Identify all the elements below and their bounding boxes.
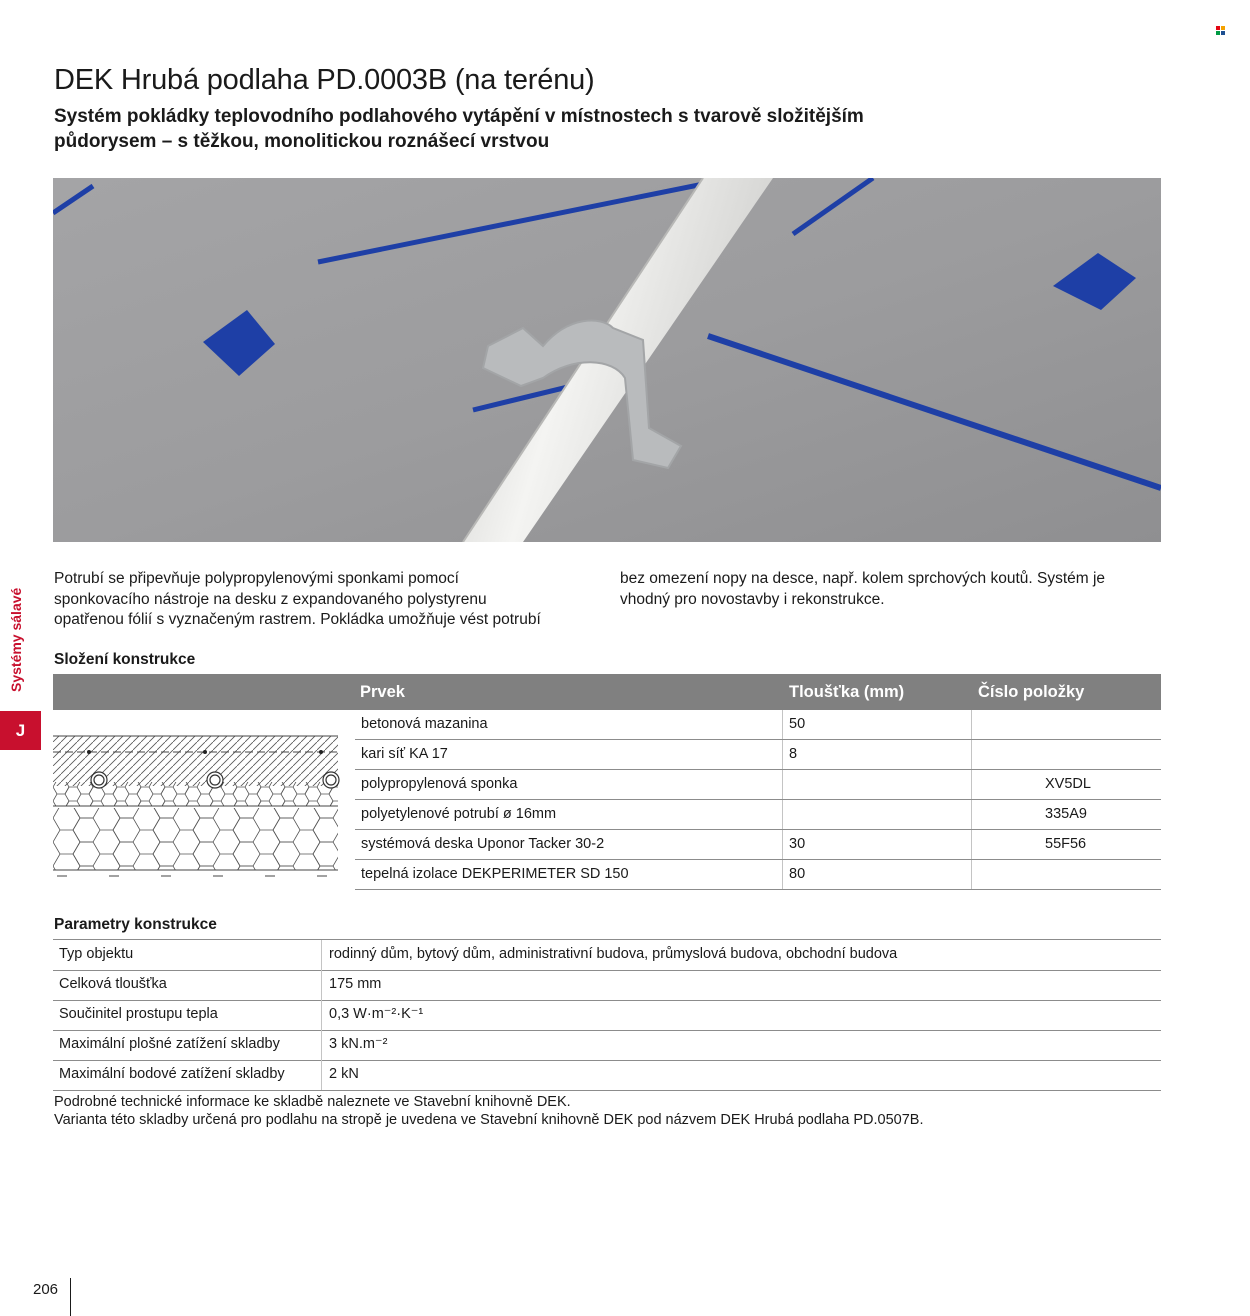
composition-table-header bbox=[53, 674, 1161, 710]
parameter-row bbox=[53, 1030, 1161, 1061]
composition-row bbox=[355, 800, 1161, 830]
parameters-heading: Parametry konstrukce bbox=[54, 916, 217, 933]
parameter-row bbox=[53, 940, 1161, 971]
page-subtitle bbox=[54, 104, 1004, 154]
subtitle-line-1: Systém pokládky teplovodního podlahového vytápění v místnostech s tvarově složitějším bbox=[54, 106, 864, 127]
composition-row bbox=[355, 740, 1161, 770]
composition-heading: Složení konstrukce bbox=[54, 651, 196, 668]
composition-row bbox=[355, 860, 1161, 890]
parameter-label: Maximální plošné zatížení skladby bbox=[59, 1036, 280, 1052]
parameter-value: rodinný dům, bytový dům, administrativní budova, průmyslová budova, obchodní budova bbox=[329, 946, 898, 962]
publisher-logo-icon bbox=[1216, 26, 1226, 36]
product-photo bbox=[53, 178, 1161, 542]
composition-row bbox=[355, 830, 1161, 860]
row-element: betonová mazanina bbox=[361, 716, 488, 732]
header-item-number: Číslo položky bbox=[978, 683, 1085, 701]
parameter-row bbox=[53, 1060, 1161, 1091]
parameter-label: Součinitel prostupu tepla bbox=[59, 1006, 218, 1022]
description-line: sponkovacího nástroje na desku z expandovaného polystyrenu bbox=[54, 590, 487, 608]
row-thickness: 80 bbox=[789, 866, 806, 882]
description-line: opatřenou fólií s vyznačeným rastrem. Pokládka umožňuje vést potrubí bbox=[54, 611, 541, 628]
header-element: Prvek bbox=[360, 683, 405, 701]
description-right bbox=[620, 569, 1165, 610]
description-line: Potrubí se připevňuje polypropylenovými sponkami pomocí bbox=[54, 570, 459, 587]
parameter-row bbox=[53, 1000, 1161, 1031]
sidebar-tab: J bbox=[0, 711, 41, 750]
row-item-number: XV5DL bbox=[1045, 776, 1091, 792]
page-title: DEK Hrubá podlaha PD.0003B (na terénu) bbox=[54, 64, 595, 96]
layer-diagram bbox=[53, 710, 353, 890]
row-item-number: 335A9 bbox=[1045, 806, 1087, 822]
parameter-label: Celková tloušťka bbox=[59, 976, 167, 992]
row-element: tepelná izolace DEKPERIMETER SD 150 bbox=[361, 866, 629, 882]
page-number-rule bbox=[70, 1278, 71, 1316]
parameter-label: Typ objektu bbox=[59, 946, 134, 962]
subtitle-line-2: půdorysem – s těžkou, monolitickou roznášecí vrstvou bbox=[54, 131, 550, 152]
composition-row bbox=[355, 770, 1161, 800]
row-item-number: 55F56 bbox=[1045, 836, 1087, 852]
sidebar-section-label: Systémy sálavé bbox=[8, 587, 24, 692]
parameter-row bbox=[53, 970, 1161, 1001]
row-element: polypropylenová sponka bbox=[361, 776, 518, 792]
pipe-clip-illustration bbox=[53, 178, 1161, 542]
row-element: kari síť KA 17 bbox=[361, 746, 448, 762]
row-thickness: 50 bbox=[789, 716, 806, 732]
composition-row bbox=[355, 710, 1161, 740]
row-element: systémová deska Uponor Tacker 30-2 bbox=[361, 836, 605, 852]
parameter-value: 175 mm bbox=[329, 976, 382, 992]
parameter-label: Maximální bodové zatížení skladby bbox=[59, 1066, 285, 1082]
header-thickness: Tloušťka (mm) bbox=[789, 683, 905, 701]
parameter-value: 0,3 W·m⁻²·K⁻¹ bbox=[329, 1006, 424, 1022]
parameter-value: 3 kN.m⁻² bbox=[329, 1036, 388, 1052]
footnote-line: Varianta této skladby určená pro podlahu na stropě je uvedena ve Stavební knihovně DEK pod názvem DEK Hrubá podlaha PD.0507B. bbox=[54, 1112, 924, 1128]
row-element: polyetylenové potrubí ø 16mm bbox=[361, 806, 557, 822]
page-number: 206 bbox=[33, 1281, 59, 1298]
parameter-value: 2 kN bbox=[329, 1066, 359, 1082]
footnote-line: Podrobné technické informace ke skladbě naleznete ve Stavební knihovně DEK. bbox=[54, 1094, 571, 1110]
description-left bbox=[54, 569, 599, 631]
row-thickness: 30 bbox=[789, 836, 806, 852]
description-line: vhodný pro novostavby i rekonstrukce. bbox=[620, 590, 885, 608]
footnotes bbox=[54, 1093, 923, 1129]
description-line: bez omezení nopy na desce, např. kolem sprchových koutů. Systém je bbox=[620, 570, 1106, 587]
row-thickness: 8 bbox=[789, 746, 798, 762]
